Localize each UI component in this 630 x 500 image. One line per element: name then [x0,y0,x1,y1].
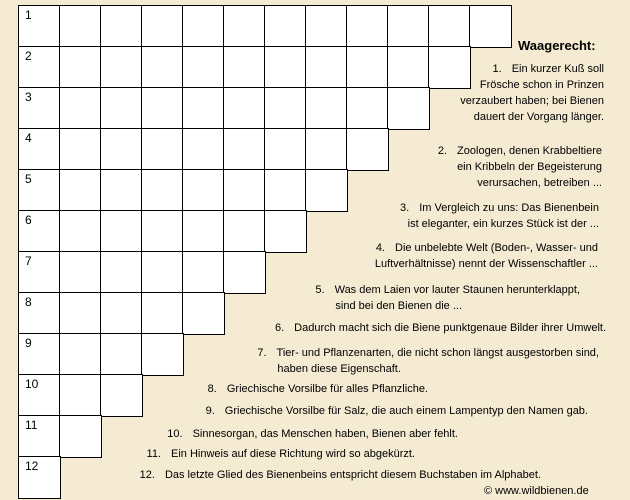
clue-number: 4. [375,242,385,254]
clue-number: 5. [315,284,325,296]
clue-number: 3. [400,202,410,214]
grid-cell[interactable] [223,87,266,130]
grid-cell[interactable] [264,5,307,48]
grid-cell[interactable] [59,5,102,48]
grid-cell[interactable] [59,46,102,89]
clue-item [140,467,541,483]
clue-text: Was dem Laien vor lauter Staunen herunterklappt, [334,284,580,296]
grid-cell[interactable] [141,333,184,376]
grid-cell[interactable] [141,128,184,171]
row-number: 12 [25,459,39,473]
grid-cell[interactable] [182,46,225,89]
clue-text: ist eleganter, ein kurzes Stück ist der ... [407,218,599,230]
copyright-credit: © www.wildbienen.de [484,485,589,497]
clue-text: Luftverhältnisse) nennt der Wissenschaftler ... [374,258,598,270]
grid-cell[interactable] [387,87,430,130]
clue-text: ein Kribbeln der Begeisterung [457,161,602,173]
grid-cell[interactable] [141,251,184,294]
grid-cell[interactable] [264,128,307,171]
grid-cell[interactable] [182,251,225,294]
clue-text: Sinnesorgan, das Menschen haben, Bienen aber fehlt. [192,428,458,440]
grid-cell[interactable] [182,5,225,48]
grid-cell[interactable] [305,87,348,130]
clue-item [388,200,599,232]
clue-text: Tier- und Pflanzenarten, die nicht schon längst ausgestorben sind, [276,347,599,359]
row-number: 9 [25,336,32,350]
grid-cell[interactable] [346,128,389,171]
grid-cell[interactable] [469,5,512,48]
grid-cell[interactable] [223,5,266,48]
grid-cell[interactable] [100,251,143,294]
clue-number: 7. [257,347,267,359]
grid-cell[interactable] [100,333,143,376]
clue-number: 10. [167,428,183,440]
grid-cell[interactable] [59,169,102,212]
grid-cell[interactable] [182,292,225,335]
grid-cell[interactable] [346,87,389,130]
clue-text: verursachen, betreiben ... [477,177,602,189]
clue-text: Zoologen, denen Krabbeltiere [457,145,602,157]
clue-text: Im Vergleich zu uns: Das Bienenbein [419,202,599,214]
grid-cell[interactable] [182,169,225,212]
clues-heading: Waagerecht: [518,38,596,53]
clue-number: 1. [492,63,502,75]
clue-text: dauert der Vorgang länger. [473,111,604,123]
clue-item [275,320,606,336]
grid-cell[interactable] [305,128,348,171]
row-number: 5 [25,172,32,186]
clue-text: Frösche schon in Prinzen [479,79,604,91]
clue-text: Ein Hinweis auf diese Richtung wird so abgekürzt. [171,448,415,460]
grid-cell[interactable] [59,415,102,458]
clue-item [147,446,415,462]
row-number: 3 [25,90,32,104]
clue-number: 12. [139,469,155,481]
grid-cell[interactable] [59,210,102,253]
grid-cell[interactable] [59,128,102,171]
grid-cell[interactable] [182,128,225,171]
grid-cell[interactable] [59,374,102,417]
clue-item [438,143,602,191]
clue-item [315,282,580,314]
grid-cell[interactable] [141,87,184,130]
clue-number: 11. [146,448,162,460]
clue-item [206,403,588,419]
grid-cell[interactable] [264,169,307,212]
grid-cell[interactable] [223,128,266,171]
grid-cell[interactable] [141,292,184,335]
row-number: 2 [25,49,32,63]
grid-cell[interactable] [100,374,143,417]
clue-text: Griechische Vorsilbe für alles Pflanzliche. [226,383,428,395]
row-number: 11 [25,418,38,432]
grid-cell[interactable] [223,169,266,212]
clue-text: haben diese Eigenschaft. [277,363,401,375]
grid-cell[interactable] [100,292,143,335]
row-number: 6 [25,213,32,227]
grid-cell[interactable] [100,128,143,171]
clue-item [167,426,458,442]
grid-cell[interactable] [100,5,143,48]
grid-cell[interactable] [305,46,348,89]
grid-cell[interactable] [223,46,266,89]
clue-text: Ein kurzer Kuß soll [511,63,604,75]
grid-cell[interactable] [223,210,266,253]
grid-cell[interactable] [305,169,348,212]
row-number: 10 [25,377,39,391]
grid-cell[interactable] [59,87,102,130]
grid-cell[interactable] [264,210,307,253]
clue-item [257,345,599,377]
grid-cell[interactable] [59,251,102,294]
row-number: 4 [25,131,32,145]
grid-cell[interactable] [141,5,184,48]
row-number: 8 [25,295,32,309]
clue-text: Die unbelebte Welt (Boden-, Wasser- und [395,242,598,254]
grid-cell[interactable] [100,87,143,130]
clue-text: Griechische Vorsilbe für Salz, die auch einem Lampentyp den Namen gab. [224,405,588,417]
grid-cell[interactable] [346,46,389,89]
clue-text: Das letzte Glied des Bienenbeins entspricht diesem Buchstaben im Alphabet. [164,469,541,481]
clue-item [355,240,598,272]
grid-cell[interactable] [182,87,225,130]
clue-text: Dadurch macht sich die Biene punktgenaue Bilder ihrer Umwelt. [294,322,606,334]
grid-cell[interactable] [264,87,307,130]
row-number: 1 [25,8,32,22]
clue-item [208,381,428,397]
grid-cell[interactable] [59,292,102,335]
grid-cell[interactable] [141,46,184,89]
grid-cell[interactable] [387,46,430,89]
grid-cell[interactable] [428,5,471,48]
grid-cell[interactable] [305,5,348,48]
clue-item [460,61,604,125]
grid-cell[interactable] [346,5,389,48]
grid-cell[interactable] [141,210,184,253]
grid-cell[interactable] [387,5,430,48]
grid-cell[interactable] [100,46,143,89]
clue-text: verzaubert haben; bei Bienen [460,95,604,107]
grid-cell[interactable] [100,169,143,212]
clue-number: 9. [205,405,215,417]
clue-number: 6. [274,322,285,334]
grid-cell[interactable] [223,251,266,294]
grid-cell[interactable] [59,333,102,376]
grid-cell[interactable] [141,169,184,212]
clue-text: sind bei den Bienen die ... [335,300,462,312]
clue-number: 8. [207,383,217,395]
grid-cell[interactable] [264,46,307,89]
row-number: 7 [25,254,32,268]
clue-number: 2. [437,145,448,157]
grid-cell[interactable] [182,210,225,253]
grid-cell[interactable] [100,210,143,253]
